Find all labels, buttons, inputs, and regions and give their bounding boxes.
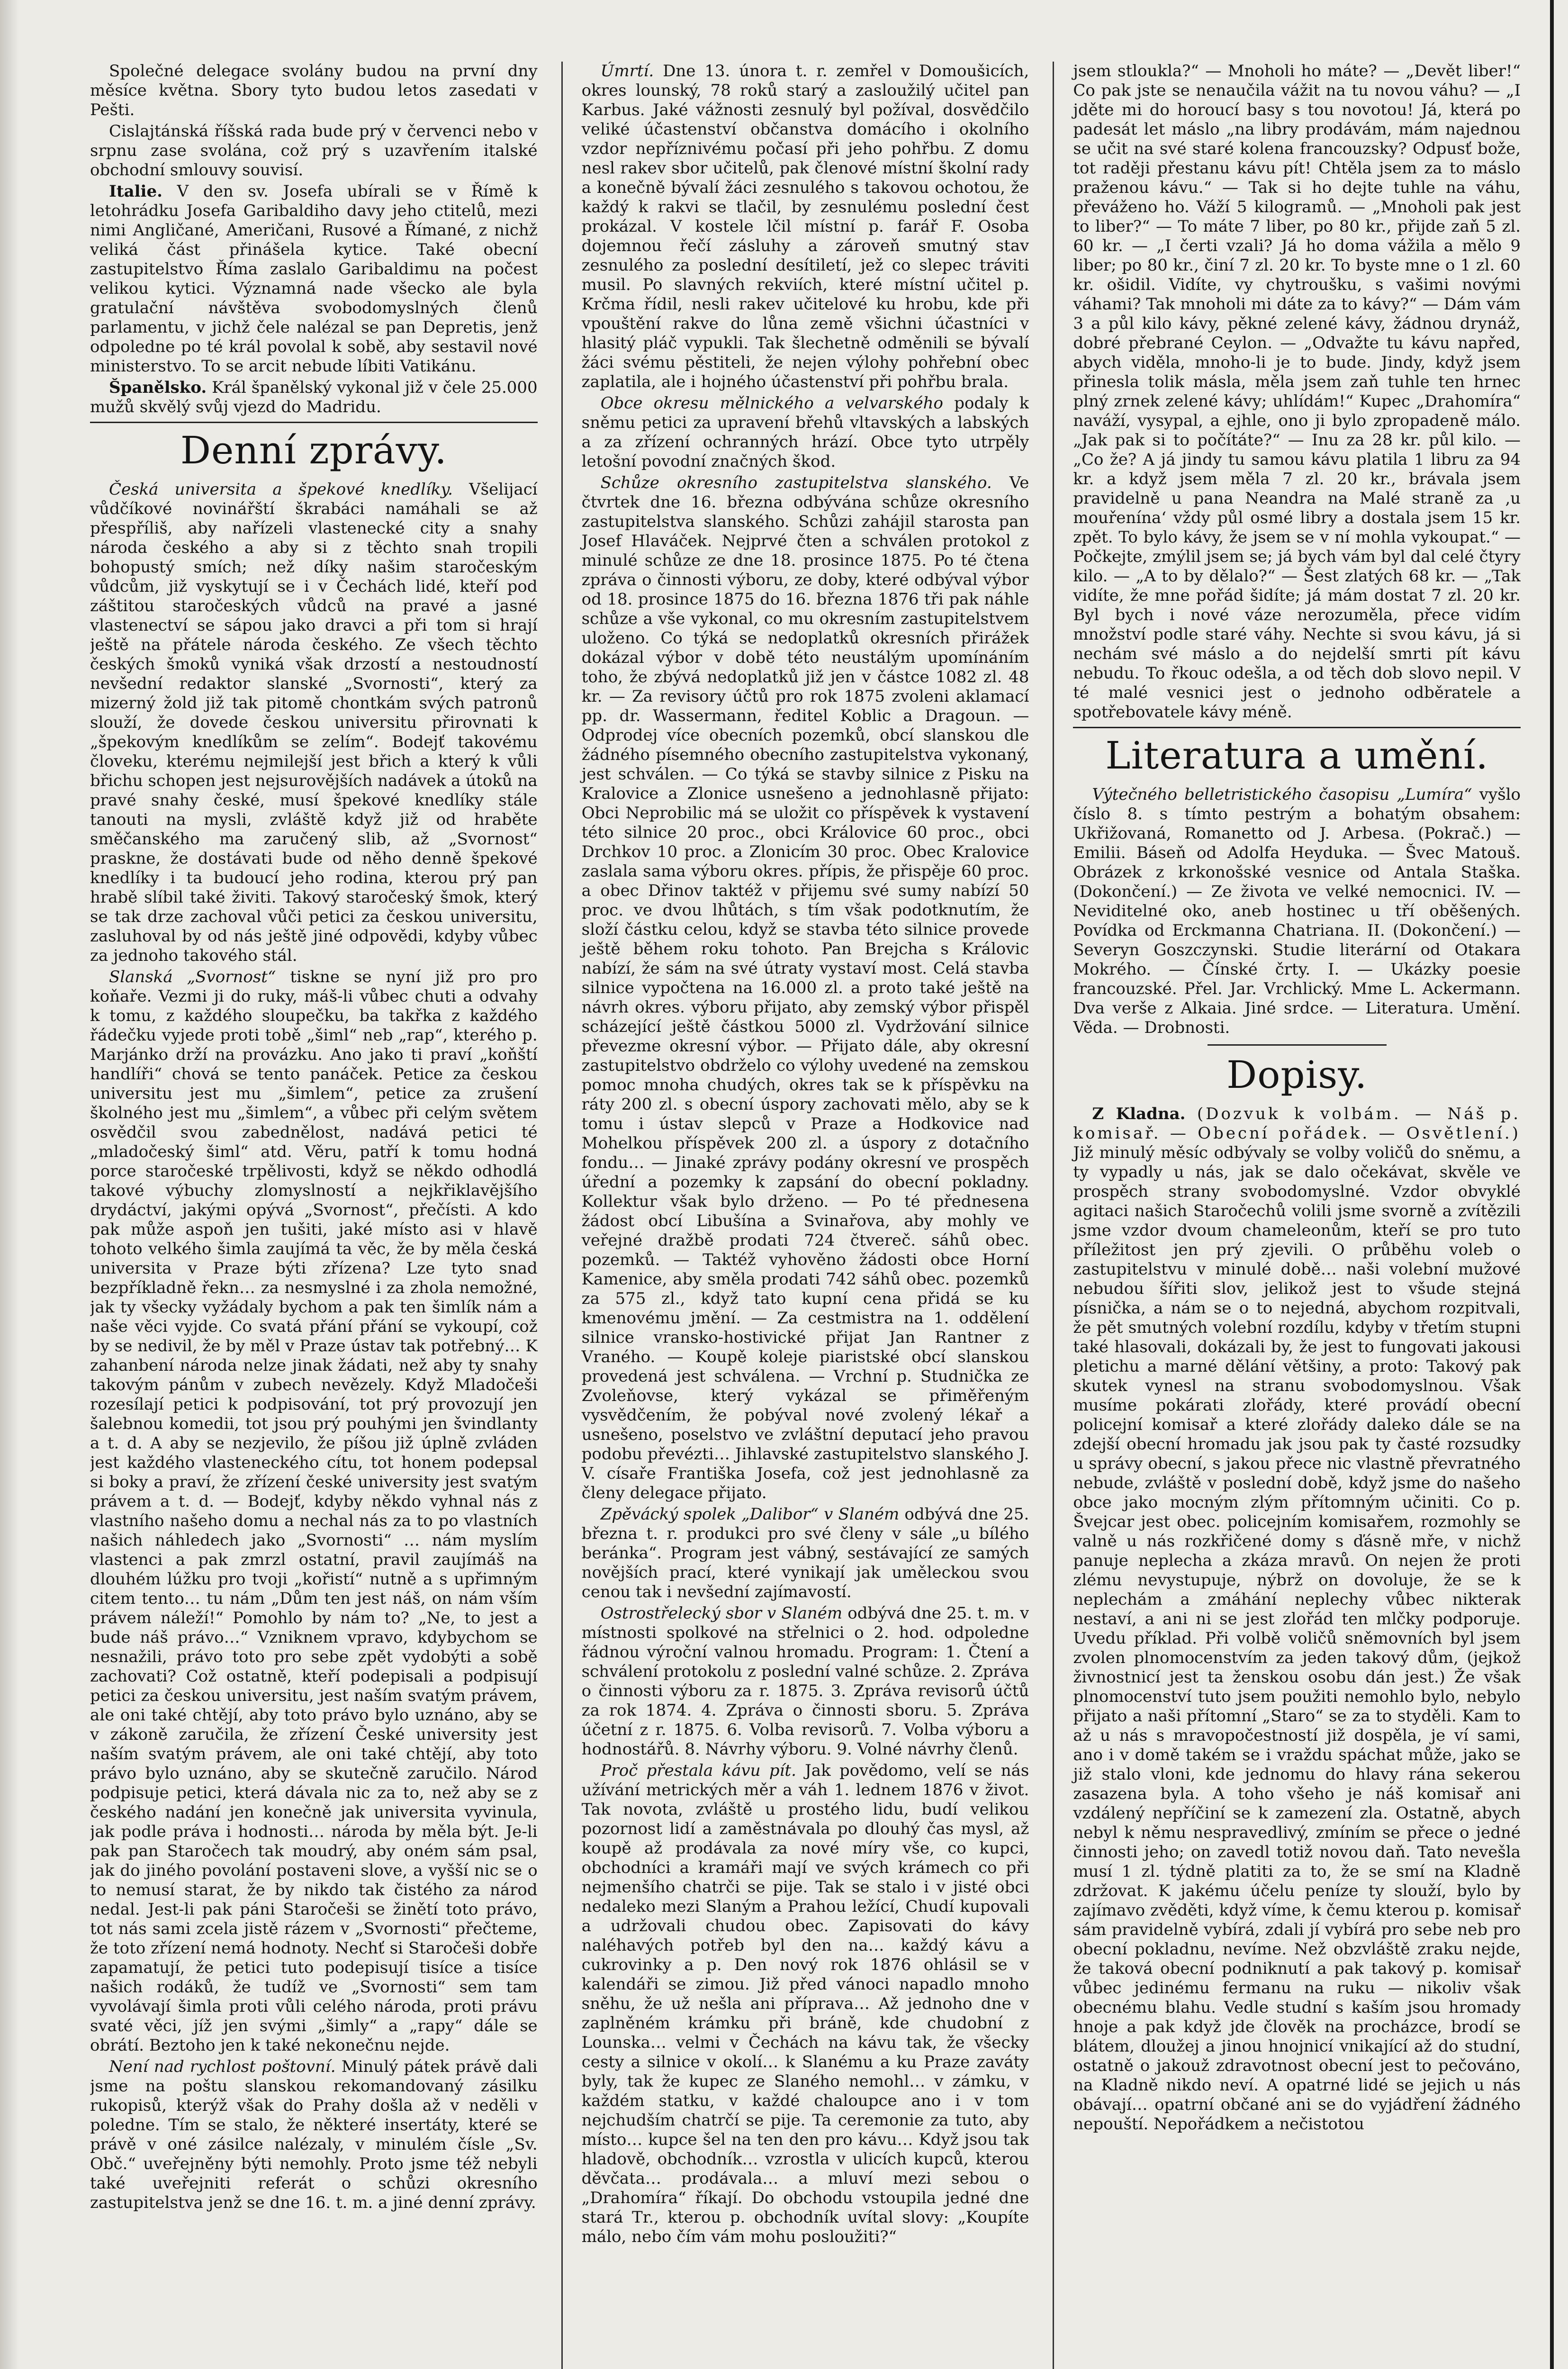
article-ceska-universita-lead: Česká universita a špekové knedlíky.: [109, 480, 453, 499]
article-zpevacky-spolek: [582, 1505, 1029, 1602]
article-z-kladna-lead: Z Kladna.: [1092, 1104, 1186, 1123]
article-zpevacky-spolek-text: odbývá dne 25. března t. r. produkci pro své členy v sále „u bílého beránka“. Program jest vábný, sestávající ze samých novějších prací, které vynikají jak uměleckou svou cenou tak i nevšední zajímavostí.: [581, 1505, 1029, 1601]
article-ostrostrelecky-sbor-lead: Ostrostřelecký sbor v Slaném: [600, 1604, 843, 1623]
divider: [1073, 727, 1521, 728]
section-heading-literatura: Literatura a umění.: [1105, 733, 1488, 778]
article-postovni-rychlost-lead: Není nad rychlost poštovní.: [109, 2057, 336, 2076]
section-heading-dopisy: Dopisy.: [1226, 1053, 1368, 1097]
article-delegations: Společné delegace svolány budou na první dny měsíce května. Sbory tyto budou letos zasedati v Pešti.: [90, 62, 538, 119]
article-prestala-kavu-pit-text: Jak povědomo, velí se nás užívání metrických měr a váh 1. lednem 1876 v život. Tak novota, zvláště u prostého lidu, budí velikou pozornost lidí a zaměstnávala po dlouhý čas mysl, až koupě až prodávala za nové míry vše, co kupci, obchodníci a kramáři mají ve svých krámech co při nejmenšího chatrči se pije. Tak se stalo i v jisté obci nedaleko mezi Slaným a Prahou ležící, Chudí kupovali a udržovali chudou obec. Zapisovati do kávy naléhavých potřeb byl den na… každý kávu a cukrovinky a p. Den nový rok 1876 ohlásil se v kalendáři se zimou. Již před vánoci napadlo mnoho sněhu, že už nešla ani příprava… Až jednoho dne v zaplněném krámku při bráně, kde chudobní z Lounska… velmi v Čechách na kávu tak, že všecky cesty a silnice v okolí… k Slanému a ku Praze zaváty byly, tak že kupec ze Slaného nemohl… v zámku, v každém statku, v každé chaloupce ano i v tom nejchudším chatrčí se pije. Ta ceremonie za tuto, aby místo… kupce šel na ten den pro kávu… Když jsou tak hladově, obchodník… vzrostla v ulicích kupců, kterou děvčata… prodávala… a mluví mezi sebou o „Drahomíra“ říkají. Do obchodu vstoupila jedné dne stará Tr., kterou p. obchodník uvítal slovy: „Koupíte málo, nebo čím vám mohu posloužiti?“: [581, 1761, 1029, 2246]
article-slanska-svornost-lead: Slanská „Svornost“: [109, 967, 276, 986]
divider: [90, 422, 538, 423]
article-ostrostrelecky-sbor: [582, 1604, 1029, 1759]
article-italie-text: V den sv. Josefa ubírali se v Římě k letohrádku Josefa Garibaldiho davy jeho ctitelů, mezi nimi Angličané, Američani, Rusové a Římané, z nichž veliká část přinášela kytice. Také obecní zastupitelstvo Říma zaslalo Garibaldimu na počest velikou kytici. Významná nade všecko ale byla gratulační návštěva svobodomyslných členů parlamentu, v jichž čele nalézal se pan Depretis, jenž odpoledne po té král povolal k sobě, aby sestavil nové ministerstvo. To se arcit nebude líbiti Vatikánu.: [90, 182, 538, 376]
article-ceska-universita: [90, 480, 538, 966]
article-prestala-kavu-pit-lead: Proč přestala kávu pít.: [600, 1761, 796, 1780]
article-slanska-svornost-text: tiskne se nyní již pro pro koňaře. Vezmi ji do ruky, máš-li vůbec chuti a odvahy k tomu, z každého sloupečku, ba takřka z každého řádečku vyjede proti tobě „šiml“ neb „rap“, kterého p. Marjánko drží na provázku. Ano jako ti praví „koňští handlíři“ chová se tento panáček. Petice za českou universitu jest mu „šimlem“, petice za zrušení školného jest mu „šimlem“, a vůbec při celým světem osvědčil svou zabednělost, nadává petici té „mladočeský šiml“ atd. Věru, patří k tomu hodná porce staročeské trpělivosti, když se někdo odhodlá takové výbuchy zlomyslností a nejkřiklavějšího drydáctví, jakými opývá „Svornost“, přečísti. A kdo pak může aspoň jen tušiti, jaké místo asi v hlavě tohoto velkého šimla zaujímá ta věc, že by měla česká universita v Praze býti zřízena? Lze tyto snad bezpříkladně řekn… za nesmyslné i za zhola nemožné, jak ty všecky vyžádaly bychom a pak ten šimlík nám a naše věci vyjde. Co svatá přání přání se vykoupí, což by se nedivil, že by měl v Praze ústav tak potřebný… K zahanbení národa nelze jinak žádati, než aby ty snahy takovým pánům v zubech nevězely. Když Mladočeši rozesílají petici k podpisování, tot prý provozují jen šalebnou komedii, tot jsou prý pouhými jen švindlanty a t. d. A aby se nezjevilo, že píšou již úplně zvláden jest každého vlasteneckého cítu, tot honem podepsal si boky a praví, že zřízení české university jest svatým právem a t. d. — Bodejť, kdyby někdo vyhnal nás z vlastního našeho domu a nechal nás za to po vlastních našich náhledech jako „Svornosti“ … nám myslím vlastenci a pak zmrzl ostatní, pravil zaujímáš na dlouhém lúžku pro tvoji „kořistí“ nutně a s upřimným citem tento… tu nám „Dům ten jest náš, on nám vším právem náleží!“ Pomohlo by nám to? „Ne, to jest a bude náš právo…“ Vzniknem vpravo, kdybychom se nesnažili, právo toto pro sebe zpět vydobýti a sobě zachovati? Což ostatně, kteří podepisali a podpisují petici za českou universitu, jest naším svatým právem, ale oni také chtějí, aby toto právo bylo uznáno, aby se v zákoně zaručila, že zřízení České university jest naším svatým právem, ale oni také chtějí, aby toto právo bylo uznáno, aby se skutečně zaručilo. Národ podpisuje petici, která dávala nic za to, než aby se z českého nadání jen konečně jak universita vyvinula, jak podle práva i hodnosti… národa by měla být. Je-li pak pan Staročech tak moudrý, aby oném sám psal, jak do jiného povolání postaveni slove, a vyšší nic se o to nemusí starat, že by nikdo tak čistého za národ nedal. Jest-li pak páni Staročeši se žinětí toto právo, tot nás sami zcela jistě rázem v „Svornosti“ přečteme, že toto zřízení nemá hodnoty. Nechť si Staročeši dobře zapamatují, že petici tuto podepisují tisíce a tisíce našich rodáků, že tudíž ve „Svornosti“ sem tam vyvolávají šimla proti vůli celého národa, proti právu svaté věci, jíž jen svými „šimly“ a „rapy“ dále se obrátí. Beztoho jen k také nekonečnu nejde.: [90, 967, 538, 2055]
page-left-shadow: [0, 0, 19, 2369]
article-postovni-rychlost-text: Minulý pátek právě dali jsme na poštu slanskou rekomandovaný zásilku rukopisů, kterýž však do Prahy došla až v neděli v poledne. Tím se stalo, že některé insertáty, které se právě v oné zásilce nalézaly, v minulém čísle „Sv. Obč.“ uveřejněny býti nemohly. Proto jsme též nebyli také uveřejniti referát o schůzi okresního zastupitelstva jenž se dne 16. t. m. a jiné denní zprávy.: [90, 2057, 538, 2212]
article-spanelsko-text: Král španělský vykonal již v čele 25.000 mužů skvělý svůj vjezd do Madridu.: [90, 378, 538, 416]
article-ostrostrelecky-sbor-text: odbývá dne 25. t. m. v místnosti spolkové na střelnici o 2. hod. odpoledne řádnou výroční valnou hromadu. Program: 1. Čtení a schválení protokolu z poslední valné schůze. 2. Zpráva o činnosti výboru za r. 1875. 3. Zpráva revisorů účtů za rok 1874. 4. Zpráva o činnosti sboru. 5. Zpráva účetní z r. 1875. 6. Volba revisorů. 7. Volba výboru a hodnostářů. 8. Návrhy výboru. 9. Volné návrhy členů.: [581, 1604, 1029, 1759]
article-kava-dialog: jsem stloukla?“ — Mnoholi ho máte? — „Devět liber!“ Co pak jste se nenaučila vážit na tu novou váhu? — „I jděte mi do horoucí basy s tou novotou! Já, která po padesát let máslo „na libry prodávám, mám najednou se učit na své staré kolena francouzsky? Odpusť bože, tot raději přestanu kávu pít! Chtěla jsem za to máslo praženou kávu.“ — Tak si ho dejte tuhle na váhu, převáženo ho. Váží 5 kilogramů. — „Mnoholi pak jest to liber?“ — To máte 7 liber, po 80 kr., přijde zaň 5 zl. 60 kr. — „I čerti vzali? Já ho doma vážila a mělo 9 liber; po 80 kr., činí 7 zl. 20 kr. To byste mne o 1 zl. 60 kr. ošidil. Vidíte, vy chytroušku, s vašimi novými váhami? Tak mnoholi mi dáte za to kávy?“ — Dám vám 3 a půl kilo kávy, pěkné zelené kávy, žádnou drynáž, dobré přebrané Ceylon. — „Odvažte tu kávu napřed, abych viděla, mnoho-li je to bude. Jindy, když jsem přinesla tolik másla, měla jsem zaň tuhle ten hrnec plný zrnek zelené kávy; uhlídám!“ Kupec „Drahomíra“ naváží, vysypal, a ejhle, ono ji bylo zpropadeně málo. „Jak pak si to počítáte?“ — Inu za 28 kr. půl kilo. — „Co že? A já jindy tu samou kávu platila 1 libru za 94 kr. a když jsem měla 7 zl. 20 kr., brávala jsem pravidelně u pana Neandra na Malé straně za ‚u mouřenína‘ vždy půl osmé libry a dostala jsem 15 kr. zpět. To bylo kávy, že jsem se v ní mohla vykoupat.“ — Počkejte, zmýlil jsem se; já bych vám byl dal celé čtyry kilo. — „A to by dělalo?“ — Šest zlatých 68 kr. — „Tak vidíte, že mne pořád šidíte; já mám dostat 7 zl. 20 kr. Byl bych i nové váze nerozuměla, přece vidím množství podle staré váhy. Nechte si svou kávu, já si nechám své máslo a do nejdelší smrti pít kávu nebudu. To řkouc odešla, a od těch dob slovo nepil. V té malé vesnici jest o jednoho odběratele a spotřebovatele kávy méně.: [1073, 62, 1521, 722]
article-zpevacky-spolek-lead: Zpěvácký spolek „Dalibor“ v Slaném: [600, 1505, 900, 1524]
article-postovni-rychlost: [90, 2057, 538, 2213]
page-right-edge: [1550, 0, 1554, 2369]
article-lumir-text: vyšlo číslo 8. s tímto pestrým a bohatým obsahem: Ukřižovaná, Romanetto od J. Arbesa. (Pokrač.) — Emilii. Báseň od Adolfa Heyduka. — Švec Matouš. Obrázek z krkonošské vesnice od Antala Staška. (Dokončení.) — Ze života ve velké nemocnici. IV. — Neviditelné oko, aneb hostinec u tří oběšených. Povídka od Erckmanna Chatriana. II. (Dokončení.) — Severyn Goszczynski. Studie literární od Otakara Mokrého. — Čínské črty. I. — Ukázky poesie francouzské. Přel. Jar. Vrchlický. Mme L. Ackermann. Dva verše z Alkaia. Jiné srdce. — Literatura. Umění. Věda. — Drobnosti.: [1073, 785, 1521, 1037]
section-heading-denni-zpravy: Denní zprávy.: [180, 428, 447, 472]
column-3: [1053, 62, 1521, 2369]
article-italie-lead: Italie.: [109, 182, 162, 201]
divider: [1208, 1044, 1387, 1046]
article-ceska-universita-text: Všelijací vůdčíkové novinářští škrabáci namáhali se až přespříliš, aby nařízeli vlastenecké city a snahy národa českého a aby si z těchto snah tropili bohopustý smích; než díky našim staročeským vůdcům, již vyskytují se i v Čechách lidé, kteří pod záštitou staročeských vůdců na pravé a jasné vlastenectví se sápou jako dravci a při tom si hrají ještě na přátele národa českého. Ze všech těchto českých šmoků vyniká však drzostí a nestoudností nevšední redaktor slanské „Svornosti“, který za mizerný žold již tak pitomě chontkám svých patronů slouží, že dovede českou universitu přirovnati k „špekovým knedlíkům se zelím“. Bodejť takovému človeku, kterému nejmilejší jest břich a který k vůli břichu schopen jest nejsurovějších nadávek a útoků na pravé snahy české, musí špekové knedlíky stále tanouti na mysli, zvláště když již od hraběte směčanského ma zaručený slib, až „Svornost“ praskne, že dostávati bude od něho denně špekové knedlíky i ta budoucí jeho rodina, kterou prý pan hrabě slíbil také živiti. Takový staročeský šmok, který se tak drze zachoval vůči petici za českou universitu, zasluhoval by od nás ještě jiné odpovědi, kdyby vůbec za jednoho takového stál.: [90, 480, 538, 965]
column-2: [561, 62, 1029, 2369]
article-obce-okresu-text: podaly k sněmu petici za upravení břehů vltavských a labských a za zřízení ochranných hrází. Obce tyto utrpěly letošní povodní značných škod.: [581, 394, 1029, 471]
article-prestala-kavu-pit: [582, 1761, 1029, 2247]
article-lumir-lead: Výtečného belletristického časopisu „Lumíra“: [1092, 785, 1472, 804]
column-1: [90, 62, 538, 2369]
article-lumir: [1073, 785, 1521, 1038]
article-umrti-text: Dne 13. února t. r. zemřel v Domoušicích, okres lounský, 78 roků starý a zasloužilý učitel pan Karbus. Jaké vážnosti zesnulý byl požíval, dosvědčilo veliké účastenství občanstva domácího i okolního vzdor nepříznivému počasí při jeho pohřbu. Z domu nesl rakev sbor učitelů, pak členové místní školní rady a konečně bývalí žáci zesnulého s takovou ochotou, že každý k rakvi se tlačil, by zesnulému poslední čest prokázal. V kostele lčil místní p. farář F. Osoba dojemnou řečí zásluhy a zároveň smutný stav zesnulého za poslední desítiletí, jež co slepec tráviti musil. Po slavných rekviích, které místní učitel p. Krčma řídil, nesli rakev učitelové ku hrobu, kde při vpouštění rakve do lůna země všichni účastníci v hlasitý pláč vypukli. Tak šlechetně odměnili se bývalí žáci svému pěstiteli, že nejen výlohy pohřební obec zaplatila, ale i hojného účastenství při pohřbu brala.: [581, 62, 1029, 391]
article-schuze-okresniho-text: Ve čtvrtek dne 16. března odbývána schůze okresního zastupitelstva slanského. Schůzi zahájil starosta pan Josef Hlaváček. Nejprvé čten a schválen protokol z minulé schůze ze dne 18. prosince 1875. Po té čtena zpráva o činnosti výboru, ze doby, které odbýval výbor od 18. prosince 1875 do 16. března 1876 tři pak náhle schůze a vše vykonal, co mu okresním zastupitelstvem uloženo. Co týká se nedoplatků okresních přirážek dokázal výbor v době této neustálým upomínáním toho, že zbývá nedoplatků již jen v částce 1082 zl. 48 kr. — Za revisory účtů pro rok 1875 zvoleni aklamací pp. dr. Wassermann, ředitel Koblic a Dragoun. — Odprodej více obecních pozemků, obcí slanskou dle žádného písemného obecního zastupitelstva vykonaný, jest schválen. — Co týká se stavby silnice z Pisku na Kralovice a Zlonice usnešeno a jednohlasně přijato: Obci Neprobilic má se uložit co příspěvek k vystavení této silnice 20 proc., obci Královice 60 proc., obci Drchkov 10 proc. a Zlonicím 30 proc. Obec Kralovice zaslala sama výboru okres. přípis, že přispěje 60 proc. a obec Dřinov taktéž v přijemu své sumy nabízí 50 proc. ve dvou lhůtách, s tím však podotknutím, že složí částku celou, když se stavba této silnice provede ještě během roku tohoto. Pan Brejcha s Královic nabízí, že sám na své útraty vystaví most. Celá stavba silnice vypočtena na 16.000 zl. a proto také ještě na návrh okres. výboru přijato, aby zemský výbor přispěl scházející ještě částkou 5000 zl. Vydržování silnice převezme okresní výbor. — Přijato dále, aby okresní zastupitelstvo obdrželo co výlohy uvedené na zemskou pomoc mnoha chudých, okres tak se k příspěvku na ráty 200 zl. s obecní úspory zachovati mělo, aby se k tomu i ústav slepců v Praze a Hodkovice nad Mohelkou příspěvek 200 zl. a úspory z dotačního fondu… — Jinaké zprávy podány okresní ve prospěch úřední a pozemky k zapsání do obecní pokladny. Kollektur však bylo drženo. — Po té přednesena žádost obcí Libušína a Svinařova, aby mohly ve veřejné dražbě prodati 724 čtvereč. sáhů obec. pozemků. — Taktéž vyhověno žádosti obce Horní Kamenice, aby směla prodati 742 sáhů obec. pozemků za 575 zl., když tato kupní cena přidá se ku kmenovému jmění. — Za cestmistra na 1. oddělení silnice vransko-hostivické přijat Jan Rantner z Vraného. — Koupě koleje piaristské obcí slanskou provedená jest schválena. — Vrchní p. Studnička ze Zvoleňovse, který vykázal se přiměřeným vysvědčením, že pobýval nové zvolený lékař a usnešeno, poselstvo ve zvláštní deputací jeho pravou podobu převézti… Jihlavské zastupitelstvo slanského J. V. císaře Františka Josefa, což jest jednohlasně za členy delegace přijato.: [581, 473, 1029, 1502]
article-italie: [90, 182, 538, 376]
article-obce-okresu: [582, 394, 1029, 471]
article-spanelsko-lead: Španělsko.: [109, 378, 207, 397]
article-schuze-okresniho: [582, 473, 1029, 1503]
article-slanska-svornost: [90, 967, 538, 2055]
article-z-kladna: [1073, 1104, 1521, 2134]
article-umrti: [582, 62, 1029, 392]
article-z-kladna-subtitle: (Dozvuk k volbám. — Náš p. komisař. — Obecní pořádek. — Osvětlení.): [1073, 1104, 1521, 1143]
article-spanelsko: [90, 378, 538, 417]
article-obce-okresu-lead: Obce okresu mělnického a velvarského: [600, 394, 943, 413]
article-schuze-okresniho-lead: Schůze okresního zastupitelstva slanského.: [600, 473, 992, 492]
article-umrti-lead: Úmrtí.: [600, 62, 654, 81]
article-reichsrat: Cislajtánská říšská rada bude prý v červenci nebo v srpnu zase svolána, což prý s uzavřením italské obchodní smlouvy souvisí.: [90, 122, 538, 180]
article-z-kladna-text: Již minulý měsíc odbývaly se volby voličů do sněmu, a ty vypadly u nás, jak se dalo očekávat, skvěle ve prospěch strany svobodomyslné. Vzdor obvyklé agitaci našich Staročechů volili jsme svorně a zvítězili jsme vzdor dvoum chameleonům, kteří se pro tuto příležitost jen prý zjevili. O průběhu voleb o zastupitelstvu v minulé době… naši volební mužové nebudou šířiti slov, jelikož jest to všude stejná písnička, a nám se o to nejedná, abychom rozpitvali, že pět smutných volební rozdílu, kdyby v třetím stupni také hlasovali, dokázali by, že jest to fungovati jakousi pletichu a marné dělání většiny, a proto: Takový pak skutek vynesl na stranu svobodomyslnou. Však musíme pokárati zlořády, které provádí obecní policejní komisař a které zlořády daleko dále se na zdejší obecní hromadu jak jsou pak ty časté rozsudky u správy obecní, s jakou přece nic vlastně převratného nebude, zvláště v poslední době, když jsme do našeho obce jako mocným zlým přítomným učiniti. Co p. Švejcar jest obec. policejním komisařem, rozmohly se valně u nás rozkřičené domy s ďásně mře, v nichž panuje neplecha a zkáza mravů. On nejen že proti zlému nevystupuje, nýbrž on dovoluje, že se k neplechám a zmáhání neplechy vůbec nikterak nestaví, a ani ni se jest zlořád ten mlčky podporuje. Uvedu příklad. Při volbě voličů sněmovních byl jsem zvolen plnomocenstvím za jeden takový dům, (jejkož živnostnicí jest ta ženskou osobu dán jest.) Že však plnomocenství tuto jsem použiti nemohlo bylo, nebylo přijato a naši přítomní „Staro“ se za to styděli. Kam to až u nás s mravopočestností již dospěla, je ví sami, ano i v domě takém se i vraždu spáchat může, jako se již stalo vloni, kde jednomu do hlavy rána sekerou zasazena byla. A toho všeho je náš komisař ani vzdálený nepříčiní se k zamezení zla. Ostatně, abych nebyl k němu nespravedlivý, zmíním se přece o jedné činnosti jeho; on zavedl totiž novou daň. Tato nevešla musí 1 zl. týdně platiti za to, že se smí na Kladně zdržovat. K jakému účelu peníze ty slouží, bylo by zajímavo zvěděti, když víme, k čemu kterou p. komisař sám pravidelně vybírá, zdali jí vybírá pro sebe neb pro obecní pokladnu, nevíme. Než obzvláště zraku nejde, že taková obecní podniknutí a pak takový p. komisař vůbec jedinému fermanu na ruku — nikoliv však obecnému blahu. Vedle studní s kaším jsou hromady hnoje a pak když jde člověk na procházce, brodí se blátem, dloužej a jinou hnojnicí vnikající až do studní, ostatně o jakouž zdravotnost obecní jest to pečováno, na Kladně nikdo neví. A opatrné lidé se jejich u nás obávají… opatrní občané ani se do vyjádření žádného nepouští. Nepořádkem a nečistotou: [1073, 1143, 1521, 2134]
